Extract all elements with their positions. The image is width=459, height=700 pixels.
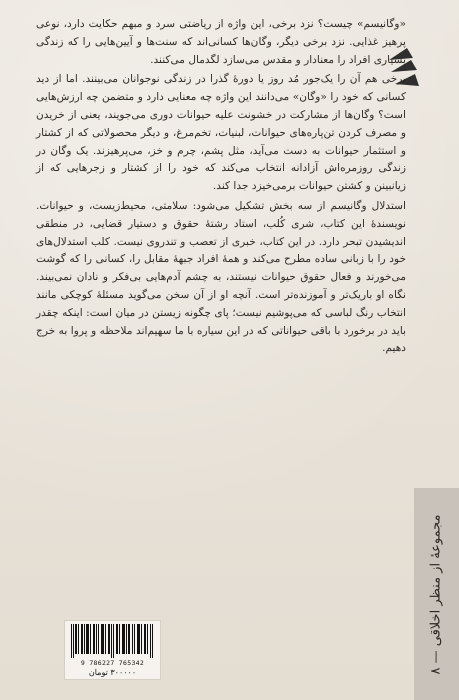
- series-title-container: [414, 488, 459, 700]
- blurb-text: [36, 16, 406, 360]
- blurb-paragraph-2: برخی هم آن را یک‌جور مُد روز یا دورهٔ گذرا در زندگی نوجوانان می‌بینند. اما از دید کسانی که خود را «وگان» می‌دانند این واژه چه معنایی دارد و متضمن چه ارزش‌هایی است؟ وگان‌ها از مشارکت در خشونت علیه حیوانات دوری می‌جویند، یعنی از خریدن و مصرف کردن تن‌پاره‌های حیوانات، لبنیات، تخم‌مرغ، و دیگر محصولاتی که از کشتار و استثمار حیوانات به دست می‌آید، مثل پشم، چرم و خز، می‌پرهیزند. یک وگان در زندگی روزمره‌اش آزادانه انتخاب می‌کند که خود را از کشتار و زجرهایی که از زیانبینن و کشتن حیوانات برمی‌خیزد جدا کند.: [36, 73, 406, 193]
- blurb-paragraph-3: استدلال وگانیسم از سه بخش تشکیل می‌شود: سلامتی، محیط‌زیست، و حیوانات. نویسندهٔ این کتاب، شری کُلب، استاد رشتهٔ حقوق و دستیار قضایی، در منطقی اندیشیدن تبحر دارد. در این کتاب، خبری از تعصب و تندروی نیست. کلب استدلال‌های خود را با زبانی ساده مطرح می‌کند و همهٔ افراد جبههٔ مقابل را، کسانی را که گوشت می‌خورند و فعال حقوق حیوانات نیستند، به چشم آدم‌هایی بی‌فکر و نادان نمی‌بیند. نگاه او باریک‌تر و آموزنده‌تر است. آنچه او از آن سخن می‌گوید مسئلهٔ کوچکی مانند انتخاب رنگ لباسی که می‌پوشیم نیست؛ پای چگونه زیستن در میان است: اینکه چقدر باید در برخورد با باقی حیواناتی که در این سیاره با ما سهیم‌اند ملاحظه و پروا به خرج دهیم.: [36, 199, 406, 355]
- blurb-paragraph-1: «وگانیسم» چیست؟ نزد برخی، این واژه از ریاضتی سرد و مبهم حکایت دارد، نوعی پرهیز غذایی. نزد برخی دیگر، وگان‌ها کسانی‌اند که سنت‌ها و آیین‌هایی را که زندگی بسیاری افراد را معنادار و مقدس می‌سازد لگدمال می‌کنند.: [36, 18, 406, 66]
- isbn-number: 9 786227 765342: [80, 659, 145, 667]
- barcode-icon: [69, 624, 155, 658]
- barcode-box: [64, 620, 161, 680]
- series-title: مجموعهٔ از منظر اخلاقی — ۸: [429, 513, 444, 675]
- price-label: ۳۰۰۰۰۰ تومان: [88, 668, 137, 677]
